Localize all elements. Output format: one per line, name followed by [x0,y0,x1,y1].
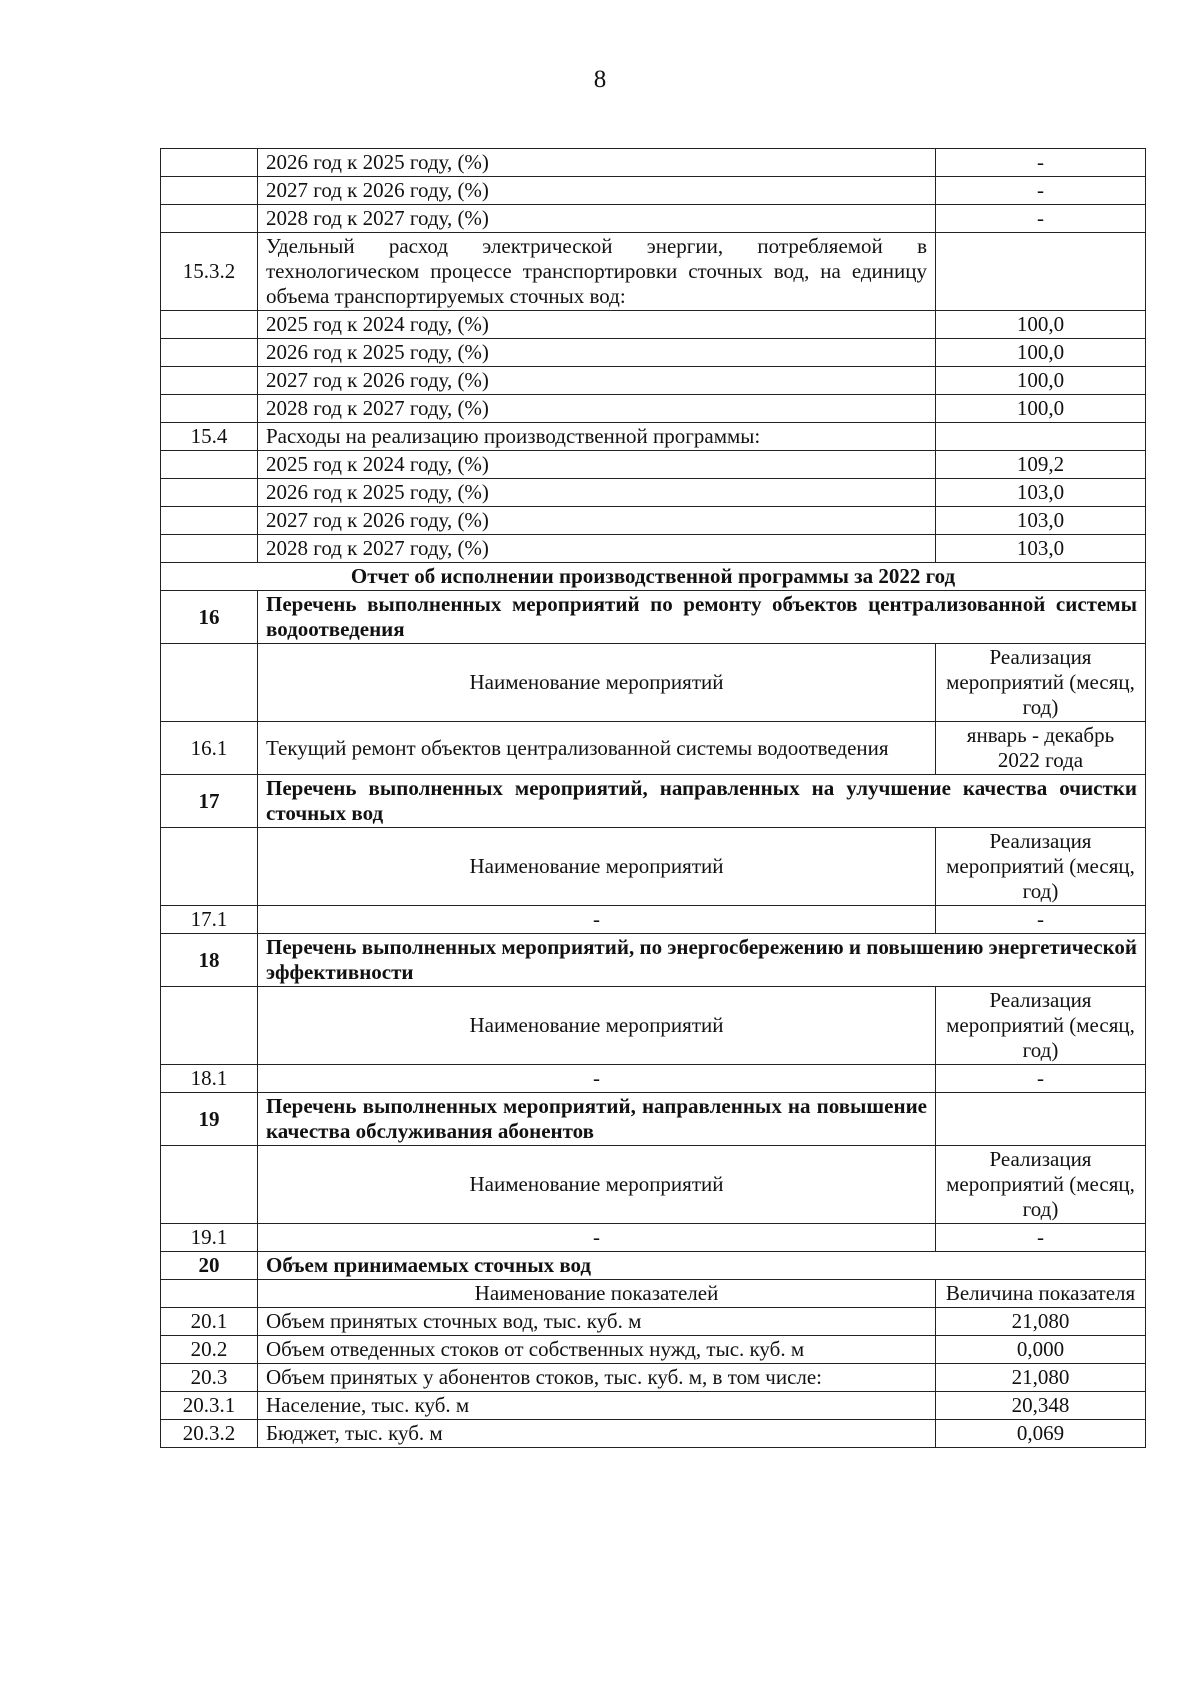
section-row-15-3-2 [161,233,1146,311]
row-value: - [936,205,1146,233]
row-name: Население, тыс. куб. м [258,1392,936,1420]
row-name: Расходы на реализацию производственной программы: [258,423,936,451]
row-name: 2028 год к 2027 году, (%) [258,205,936,233]
row-name: 2028 год к 2027 году, (%) [258,395,936,423]
row-name: Объем принятых у абонентов стоков, тыс. куб. м, в том числе: [258,1364,936,1392]
header-name: Наименование показателей [258,1280,936,1308]
section-number: 16 [161,591,258,644]
row-name: Объем принятых сточных вод, тыс. куб. м [258,1308,936,1336]
row-name: Бюджет, тыс. куб. м [258,1420,936,1448]
table-row [161,311,1146,339]
header-row [161,987,1146,1065]
row-name: Текущий ремонт объектов централизованной системы водоотведения [258,722,936,775]
section-row-15-4 [161,423,1146,451]
row-number: 16.1 [161,722,258,775]
row-value: 100,0 [936,395,1146,423]
row-number [161,177,258,205]
row-name: 2027 год к 2026 году, (%) [258,367,936,395]
row-number: 20.3.2 [161,1420,258,1448]
header-name: Наименование мероприятий [258,644,936,722]
page-number: 8 [593,66,607,93]
row-number: 17.1 [161,906,258,934]
row-name: - [258,1224,936,1252]
row-name: 2028 год к 2027 году, (%) [258,535,936,563]
table-row [161,451,1146,479]
row-number: 20.2 [161,1336,258,1364]
section-number: 20 [161,1252,258,1280]
header-row [161,1146,1146,1224]
header-name: Наименование мероприятий [258,828,936,906]
header-row [161,828,1146,906]
section-row-19 [161,1093,1146,1146]
row-value: 21,080 [936,1308,1146,1336]
row-value: - [936,1224,1146,1252]
row-number [161,205,258,233]
row-value: - [936,149,1146,177]
table-row [161,1224,1146,1252]
section-row-18 [161,934,1146,987]
section-row-16 [161,591,1146,644]
table-row [161,1392,1146,1420]
row-name: - [258,1065,936,1093]
header-value: Реализация мероприятий (месяц, год) [936,828,1146,906]
row-value: январь - декабрь 2022 года [936,722,1146,775]
table-row [161,1364,1146,1392]
section-title: Перечень выполненных мероприятий, направленных на улучшение качества очистки сточных вод [258,775,1146,828]
row-name: - [258,906,936,934]
row-value: 109,2 [936,451,1146,479]
row-name: 2027 год к 2026 году, (%) [258,507,936,535]
row-name: 2026 год к 2025 году, (%) [258,149,936,177]
table-row [161,339,1146,367]
row-value: 103,0 [936,479,1146,507]
section-number: 17 [161,775,258,828]
table-row [161,149,1146,177]
row-number [161,149,258,177]
row-name: Объем отведенных стоков от собственных нужд, тыс. куб. м [258,1336,936,1364]
row-value: - [936,1065,1146,1093]
section-title: Перечень выполненных мероприятий, направленных на повышение качества обслуживания абонентов [258,1093,936,1146]
header-value: Реализация мероприятий (месяц, год) [936,1146,1146,1224]
header-name: Наименование мероприятий [258,1146,936,1224]
header-value: Реализация мероприятий (месяц, год) [936,987,1146,1065]
section-title: Перечень выполненных мероприятий, по энергосбережению и повышению энергетической эффективности [258,934,1146,987]
report-title-row [161,563,1146,591]
table-row [161,177,1146,205]
report-table [160,148,1146,1448]
row-value: 100,0 [936,339,1146,367]
row-number: 15.3.2 [161,233,258,311]
table-row [161,479,1146,507]
row-name: 2025 год к 2024 году, (%) [258,451,936,479]
row-value: 0,069 [936,1420,1146,1448]
row-value: 20,348 [936,1392,1146,1420]
section-number: 18 [161,934,258,987]
row-value: 21,080 [936,1364,1146,1392]
table-row [161,1336,1146,1364]
header-value: Реализация мероприятий (месяц, год) [936,644,1146,722]
row-name: 2025 год к 2024 году, (%) [258,311,936,339]
table-row [161,507,1146,535]
section-title: Объем принимаемых сточных вод [258,1252,1146,1280]
section-title: Перечень выполненных мероприятий по ремонту объектов централизованной системы водоотведения [258,591,1146,644]
header-row [161,644,1146,722]
row-name: 2026 год к 2025 году, (%) [258,339,936,367]
table-row [161,205,1146,233]
header-value: Величина показателя [936,1280,1146,1308]
section-row-17 [161,775,1146,828]
table-row [161,1420,1146,1448]
section-row-20 [161,1252,1146,1280]
row-number: 15.4 [161,423,258,451]
row-value [936,233,1146,311]
table-row [161,395,1146,423]
row-number: 20.3 [161,1364,258,1392]
row-value [936,423,1146,451]
table-row [161,1065,1146,1093]
report-title: Отчет об исполнении производственной программы за 2022 год [161,563,1146,591]
row-number: 19.1 [161,1224,258,1252]
header-row [161,1280,1146,1308]
row-value: - [936,906,1146,934]
row-number: 18.1 [161,1065,258,1093]
table-row [161,906,1146,934]
table-row [161,1308,1146,1336]
row-name: 2026 год к 2025 году, (%) [258,479,936,507]
row-value: 100,0 [936,311,1146,339]
row-value: 103,0 [936,507,1146,535]
table-row [161,722,1146,775]
table-row [161,535,1146,563]
row-number: 20.3.1 [161,1392,258,1420]
row-value: 103,0 [936,535,1146,563]
table-row [161,367,1146,395]
row-value: - [936,177,1146,205]
section-number: 19 [161,1093,258,1146]
header-name: Наименование мероприятий [258,987,936,1065]
row-name: Удельный расход электрической энергии, потребляемой в технологическом процессе транспортировки сточных вод, на единицу объема транспортируемых сточных вод: [258,233,936,311]
row-number: 20.1 [161,1308,258,1336]
row-value: 0,000 [936,1336,1146,1364]
row-value: 100,0 [936,367,1146,395]
row-name: 2027 год к 2026 году, (%) [258,177,936,205]
